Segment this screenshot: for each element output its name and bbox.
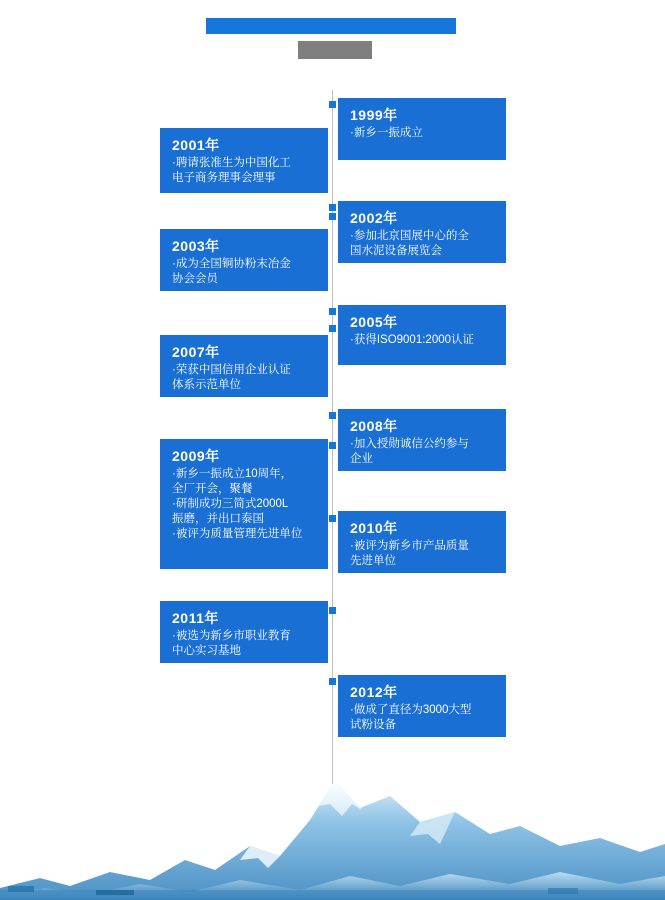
timeline-card-body (172, 156, 318, 186)
timeline-card-year: 1999年 (350, 107, 398, 123)
timeline-card-line: ·加入授勋诚信公约参与 (350, 438, 469, 450)
timeline-card-line: 电子商务理事会理事 (172, 172, 276, 184)
timeline-card-2012[interactable] (338, 675, 506, 737)
timeline-card-line: 中心实习基地 (172, 645, 241, 657)
timeline-card-line: ·获得ISO9001:2000认证 (350, 334, 475, 346)
timeline-card-line: ·成为全国铜协粉末冶金 (172, 258, 291, 270)
timeline-card-2001[interactable] (160, 128, 328, 193)
timeline-card-1999[interactable] (338, 98, 506, 160)
timeline-card-line: 协会会员 (172, 273, 218, 285)
timeline-node (329, 101, 336, 108)
mountain-svg (0, 760, 665, 900)
timeline-node (329, 204, 336, 211)
timeline-card-2005[interactable] (338, 305, 506, 365)
timeline-card-body (350, 703, 496, 733)
timeline-card-line: ·参加北京国展中心的全 (350, 230, 469, 242)
timeline-node (329, 678, 336, 685)
timeline-card-line: ·新乡一振成立 (350, 127, 423, 139)
timeline-card-year: 2008年 (350, 418, 398, 434)
timeline-card-line: 企业 (350, 453, 373, 465)
timeline-card-body (350, 333, 496, 348)
timeline-card-line: 试粉设备 (350, 719, 396, 731)
timeline-card-year: 2012年 (350, 684, 398, 700)
timeline-card-year: 2009年 (172, 448, 220, 464)
timeline-card-body (172, 363, 318, 393)
timeline-card-line: ·新乡一振成立10周年， (172, 468, 293, 480)
timeline-card-year: 2010年 (350, 520, 398, 536)
timeline-card-line: ·被评为质量管理先进单位 (172, 528, 303, 540)
timeline-card-year: 2007年 (172, 344, 220, 360)
timeline-card-2009[interactable] (160, 439, 328, 569)
timeline-card-line: ·荣获中国信用企业认证 (172, 364, 291, 376)
timeline-card-2011[interactable] (160, 601, 328, 663)
timeline-card-line: 体系示范单位 (172, 379, 241, 391)
mountain-illustration (0, 760, 665, 900)
timeline-card-2010[interactable] (338, 511, 506, 573)
timeline-card-line: ·被选为新乡市职业教育 (172, 630, 291, 642)
timeline-card-year: 2003年 (172, 238, 220, 254)
timeline-card-line: ·做成了直径为3000大型 (350, 704, 472, 716)
header-title-bar (206, 18, 456, 34)
timeline-card-line: 全厂开会，聚餐 (172, 483, 253, 495)
timeline-card-body (350, 437, 496, 467)
timeline-node (329, 607, 336, 614)
timeline-card-body (172, 467, 318, 542)
timeline-card-year: 2011年 (172, 610, 219, 626)
header-subtitle-bar (298, 41, 372, 59)
timeline-card-year: 2005年 (350, 314, 398, 330)
timeline-card-2002[interactable] (338, 201, 506, 263)
timeline-axis (332, 90, 333, 790)
timeline-node (329, 442, 336, 449)
timeline-node (329, 308, 336, 315)
timeline-card-2008[interactable] (338, 409, 506, 471)
timeline-card-line: 国水泥设备展览会 (350, 245, 442, 257)
timeline-node (329, 412, 336, 419)
timeline-card-year: 2002年 (350, 210, 398, 226)
timeline-card-2007[interactable] (160, 335, 328, 397)
timeline-node (329, 325, 336, 332)
timeline-card-body (350, 539, 496, 569)
timeline-card-year: 2001年 (172, 137, 220, 153)
timeline-card-body (350, 229, 496, 259)
timeline-card-body (172, 257, 318, 287)
timeline-card-2003[interactable] (160, 229, 328, 291)
timeline-node (329, 515, 336, 522)
timeline-card-line: 振磨，并出口泰国 (172, 513, 264, 525)
timeline-card-line: ·被评为新乡市产品质量 (350, 540, 469, 552)
timeline-node (329, 213, 336, 220)
timeline-card-body (172, 629, 318, 659)
timeline-card-line: ·研制成功三简式2000L (172, 498, 289, 510)
timeline-card-body (350, 126, 496, 141)
timeline-card-line: 先进单位 (350, 555, 396, 567)
timeline-card-line: ·聘请张准生为中国化工 (172, 157, 291, 169)
